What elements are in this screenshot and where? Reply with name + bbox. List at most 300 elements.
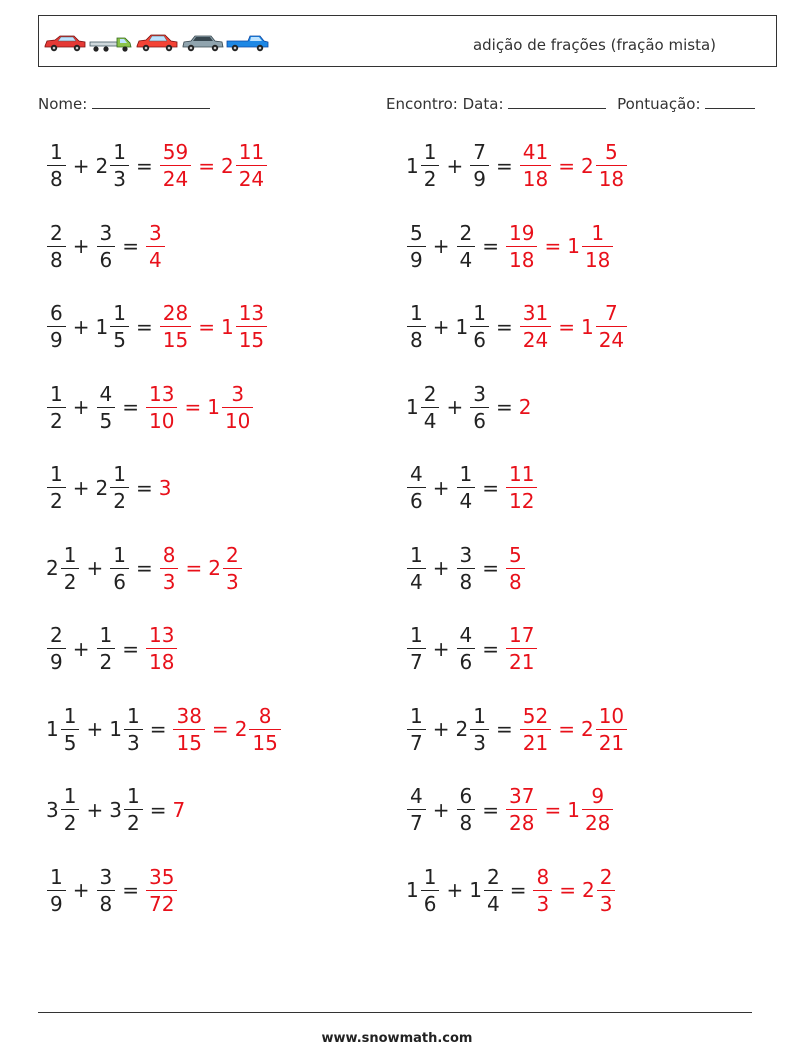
problem [406,864,616,916]
numerator: 1 [50,462,63,486]
problem [406,381,532,433]
fraction [506,220,537,272]
numerator: 2 [50,623,63,647]
answer-part [505,220,538,272]
answer-part [519,142,552,189]
numerator: 41 [522,140,549,164]
tow-truck-icon [90,38,131,52]
denominator: 6 [457,648,476,672]
answer-part [145,220,166,272]
denominator: 9 [407,246,426,270]
answer [159,303,268,350]
fraction [470,303,489,350]
problem [46,303,268,350]
second-addend [469,142,490,189]
answer-part [581,142,628,189]
second-addend [456,786,477,833]
equals-sign: = [122,234,139,258]
answer [505,220,614,272]
problem [406,142,628,189]
numerator: 4 [459,623,473,647]
numerator: 35 [149,864,175,889]
fraction [407,703,426,755]
problem [406,625,538,672]
denominator: 3 [533,890,552,914]
plus-sign: + [72,395,90,419]
denominator: 2 [47,487,66,511]
numerator: 52 [522,703,549,728]
problem [406,303,628,350]
second-addend [469,381,490,433]
fraction [173,703,204,755]
fraction [47,625,66,672]
answer-part [532,864,553,916]
fraction [533,864,552,916]
equals-sign: = [198,153,215,178]
fraction [582,786,613,833]
equals-sign: = [509,878,527,902]
equals-sign: = [544,797,562,822]
fraction [421,381,440,433]
plus-sign: + [432,797,450,822]
answer-part [505,464,538,511]
denominator: 18 [146,648,177,672]
problem [406,464,538,511]
numerator: 1 [99,623,113,647]
fraction [61,542,80,594]
denominator: 15 [160,326,191,350]
plus-sign: + [446,153,464,178]
red-car-icon [137,35,177,51]
answer-part [159,303,192,350]
whole-number: 3 [46,797,59,822]
denominator: 3 [124,729,143,753]
equals-sign: = [495,314,513,339]
plus-sign: + [432,475,450,500]
denominator: 5 [110,326,129,350]
denominator: 4 [457,487,476,511]
equals-sign: = [558,314,575,339]
fraction [236,303,267,350]
plus-sign: + [86,556,104,580]
fraction [407,303,426,350]
plus-sign: + [72,636,90,661]
fraction [506,464,537,511]
numerator: 3 [473,381,486,406]
answer-part [208,542,242,594]
numerator: 7 [605,301,618,325]
plus-sign: + [432,556,450,580]
numerator: 17 [509,623,535,647]
denominator: 3 [160,568,179,592]
numerator: 1 [113,462,126,486]
second-addend [96,625,117,672]
first-addend [406,864,440,916]
numerator: 1 [410,623,423,647]
equals-sign: = [122,636,139,661]
problem [46,381,254,433]
answer-part [207,381,254,433]
answer-part [581,864,616,916]
fraction [97,220,116,272]
first-addend [406,786,427,833]
fraction [470,381,489,433]
fraction [407,220,426,272]
denominator: 5 [61,729,80,753]
fraction [124,786,143,833]
whole-number: 2 [95,153,109,178]
fraction [160,303,191,350]
first-addend [406,381,440,433]
answer [159,476,173,500]
answer [519,303,628,350]
equals-sign: = [122,395,139,419]
fraction [421,142,440,189]
whole-number: 1 [220,314,234,339]
answer [145,864,178,916]
problem [46,864,178,916]
fraction [457,220,476,272]
whole-number: 1 [406,153,419,178]
plus-sign: + [72,878,90,902]
denominator: 8 [47,165,66,189]
answer-part [145,625,178,672]
whole-number: 2 [518,395,532,419]
denominator: 28 [506,809,537,833]
answer [145,381,254,433]
equals-sign: = [135,153,153,178]
fraction [506,625,537,672]
answer [159,142,268,189]
equals-sign: = [122,878,139,902]
numerator: 1 [63,784,77,808]
numerator: 5 [410,220,423,245]
numerator: 13 [238,301,265,325]
denominator: 5 [97,407,116,431]
cars-banner [43,30,269,54]
answer-part [159,542,180,594]
answer-part [519,703,552,755]
plus-sign: + [432,314,450,339]
numerator: 8 [536,864,550,889]
denominator: 10 [146,407,177,431]
denominator: 15 [236,326,267,350]
numerator: 8 [162,542,176,567]
fraction [484,864,503,916]
fraction [249,703,280,755]
fraction [146,864,177,916]
denominator: 4 [146,246,165,270]
plus-sign: + [446,878,464,902]
plus-sign: + [72,475,90,500]
fraction [520,703,551,755]
fraction [223,542,242,594]
equals-sign: = [482,234,499,258]
equals-sign: = [482,556,499,580]
plus-sign: + [432,234,450,258]
fraction [457,542,476,594]
second-addend [456,303,490,350]
numerator: 4 [410,784,423,808]
denominator: 8 [457,568,476,592]
second-addend [96,864,117,916]
equals-sign: = [482,797,499,822]
name-label: Nome: [38,95,88,113]
header-box [38,15,777,67]
equals-sign: = [198,314,215,339]
numerator: 1 [50,381,63,406]
first-addend [46,625,67,672]
answer-part [145,864,178,916]
first-addend [406,220,427,272]
equals-sign: = [559,878,576,902]
first-addend [406,625,427,672]
numerator: 3 [149,220,162,245]
numerator: 3 [459,542,473,567]
answer-part [505,625,538,672]
second-addend [109,703,143,755]
equals-sign: = [558,717,575,741]
fraction [470,703,489,755]
denominator: 15 [249,729,280,753]
equals-sign: = [544,234,562,258]
denominator: 3 [470,729,489,753]
first-addend [46,786,80,833]
denominator: 9 [47,648,66,672]
first-addend [406,703,427,755]
denominator: 6 [421,890,440,914]
footer-divider [38,1012,752,1013]
gray-car-icon [183,36,223,51]
denominator: 7 [407,729,426,753]
numerator: 59 [162,140,189,164]
whole-number: 1 [406,395,419,419]
numerator: 37 [509,784,535,808]
fraction [596,303,627,350]
denominator: 3 [223,568,242,592]
whole-number: 2 [46,556,59,580]
answer [145,625,178,672]
denominator: 3 [110,165,129,189]
answer-part [567,220,614,272]
denominator: 24 [236,165,267,189]
first-addend [46,542,80,594]
equals-sign: = [135,314,153,339]
denominator: 8 [97,890,116,914]
fraction [110,303,129,350]
denominator: 3 [597,890,616,914]
denominator: 7 [407,809,426,833]
denominator: 24 [160,165,191,189]
numerator: 3 [99,220,113,245]
denominator: 6 [470,326,489,350]
fraction [506,786,537,833]
first-addend [46,703,80,755]
denominator: 2 [110,487,129,511]
denominator: 18 [596,165,627,189]
second-addend [456,625,477,672]
whole-number: 3 [158,475,172,500]
fraction [520,142,551,189]
denominator: 21 [520,729,551,753]
fraction [506,542,525,594]
fraction [97,381,116,433]
denominator: 10 [222,407,253,431]
fraction [47,220,66,272]
first-addend [46,864,67,916]
numerator: 6 [50,301,63,325]
answer [159,542,243,594]
equals-sign: = [482,636,499,661]
numerator: 1 [423,864,437,889]
numerator: 2 [50,220,63,245]
answer-part [580,703,628,755]
answer-part [519,303,552,350]
numerator: 1 [410,301,423,325]
whole-number: 1 [46,717,59,741]
numerator: 9 [591,784,605,808]
plus-sign: + [432,717,450,741]
denominator: 28 [582,809,613,833]
second-addend [455,703,490,755]
numerator: 1 [63,542,77,567]
answer [505,625,538,672]
denominator: 12 [506,487,537,511]
whole-number: 2 [208,556,221,580]
fraction [110,142,129,189]
numerator: 7 [473,140,486,164]
numerator: 19 [509,220,535,245]
whole-number: 1 [567,797,580,822]
denominator: 18 [582,246,613,270]
whole-number: 1 [580,314,594,339]
second-addend [469,864,503,916]
problem [46,542,243,594]
denominator: 8 [47,246,66,270]
answer [519,703,628,755]
plus-sign: + [86,797,104,822]
denominator: 4 [421,407,440,431]
numerator: 4 [410,462,423,486]
problem [46,625,178,672]
meeting-date-field [386,94,755,113]
numerator: 11 [238,140,265,164]
denominator: 4 [457,246,476,270]
numerator: 1 [473,703,486,728]
problem [406,703,628,755]
numerator: 6 [459,784,473,808]
fraction [222,381,253,433]
first-addend [406,303,427,350]
answer-part [159,142,192,189]
second-addend [456,220,477,272]
problem [406,542,526,594]
numerator: 1 [423,140,437,164]
plus-sign: + [432,636,450,661]
answer [145,220,166,272]
numerator: 5 [605,140,618,164]
second-addend [96,220,117,272]
whole-number: 1 [109,717,122,741]
problem [46,142,268,189]
problem [46,786,186,833]
fraction [97,864,116,916]
denominator: 8 [407,326,426,350]
fraction [407,542,426,594]
second-addend [456,464,477,511]
numerator: 1 [591,220,605,245]
problem [46,220,166,272]
fraction [124,703,143,755]
first-addend [46,303,67,350]
numerator: 1 [50,140,63,164]
fraction [596,703,627,755]
plus-sign: + [446,395,464,419]
fraction [47,142,66,189]
answer [172,798,186,822]
numerator: 1 [410,703,423,728]
whole-number: 1 [455,314,469,339]
problem [406,786,614,833]
plus-sign: + [72,314,90,339]
answer-part [172,798,186,822]
numerator: 1 [113,542,126,567]
denominator: 8 [506,568,525,592]
answer [172,703,281,755]
fraction [61,786,80,833]
problem [46,464,172,511]
whole-number: 1 [406,878,419,902]
answer-part [159,476,173,500]
first-addend [46,464,67,511]
equals-sign: = [495,153,513,178]
denominator: 21 [506,648,537,672]
second-addend [456,542,477,594]
fraction [597,864,616,916]
numerator: 38 [176,703,202,728]
fraction [520,303,551,350]
numerator: 1 [459,462,473,486]
second-addend [96,464,130,511]
denominator: 2 [61,568,80,592]
plus-sign: + [86,717,104,741]
answer [505,786,614,833]
numerator: 13 [149,623,175,647]
denominator: 7 [407,648,426,672]
denominator: 6 [407,487,426,511]
denominator: 9 [47,326,66,350]
fraction [236,142,267,189]
denominator: 2 [97,648,116,672]
equals-sign: = [135,556,153,580]
second-addend [109,786,143,833]
numerator: 3 [231,381,245,406]
answer-part [519,395,533,419]
footer-site: www.snowmath.com [321,1031,473,1046]
problem [46,703,282,755]
name-blank [92,94,210,109]
answer-part [221,303,268,350]
second-addend [96,381,117,433]
score-label: Pontuação: [617,95,701,113]
denominator: 24 [596,326,627,350]
numerator: 3 [99,864,113,889]
equals-sign: = [149,717,167,741]
denominator: 15 [173,729,204,753]
whole-number: 2 [95,475,109,500]
equals-sign: = [149,797,167,822]
numerator: 4 [99,381,113,406]
